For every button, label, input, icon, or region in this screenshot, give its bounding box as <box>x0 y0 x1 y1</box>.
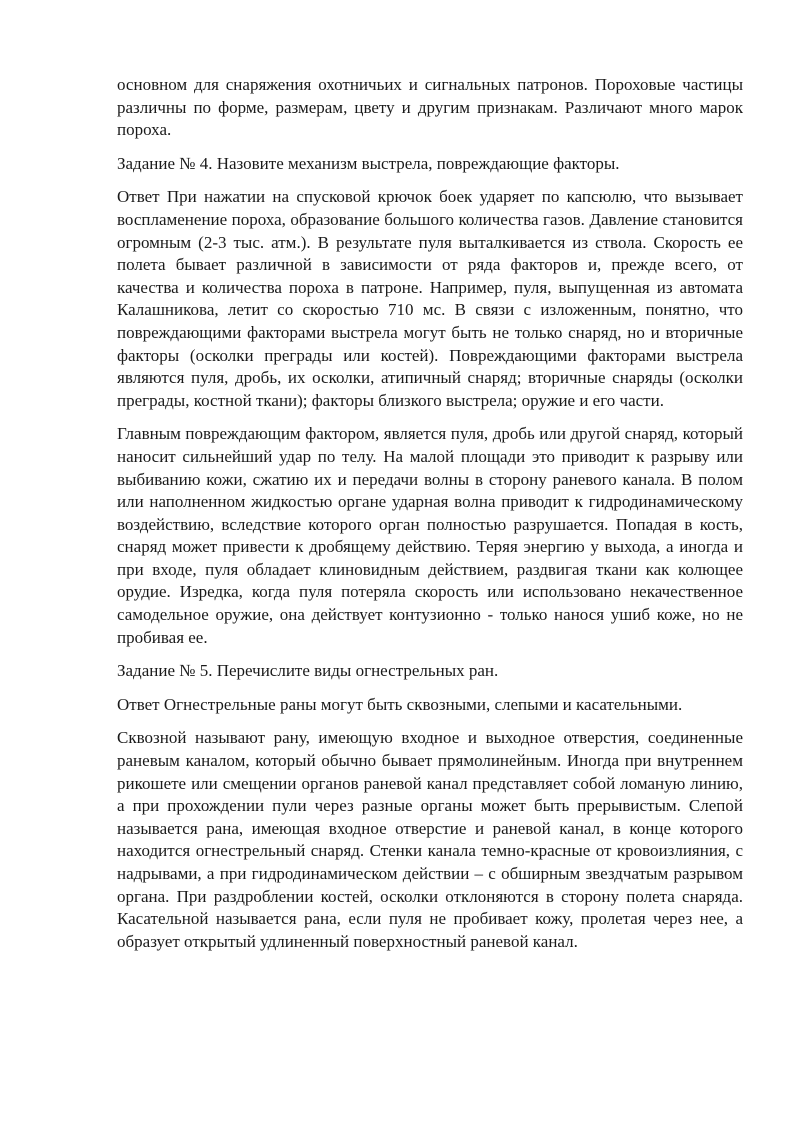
answer-4-paragraph: Ответ При нажатии на спусковой крючок боек ударяет по капсюлю, что вызывает воспламенение пороха, образование большого количества газов. Давление становится огромным (2-3 тыс. атм.). В результате пуля выталкивается из ствола. Скорость ее полета бывает различной в зависимости от ряда факторов и, прежде всего, от качества и количества пороха в патроне. Например, пуля, выпущенная из автомата Калашникова, летит со скоростью 710 мс. В связи с изложенным, понятно, что повреждающими факторами выстрела могут быть не только снаряд, но и вторичные факторы (осколки преграды или костей). Повреждающими факторами выстрела являются пуля, дробь, их осколки, атипичный снаряд; вторичные снаряды (осколки преграды, костной ткани); факторы близкого выстрела; оружие и его части. <box>117 187 743 410</box>
task-5-heading: Задание № 5. Перечислите виды огнестрельных ран. <box>117 661 499 681</box>
document-page <box>117 74 743 964</box>
paragraph-gunpowder-continuation: основном для снаряжения охотничьих и сигнальных патронов. Пороховые частицы различны по форме, размерам, цвету и другим признакам. Различают много марок пороха. <box>117 75 743 140</box>
wound-types-paragraph: Сквозной называют рану, имеющую входное и выходное отверстия, соединенные раневым каналом, который обычно бывает прямолинейным. Иногда при внутреннем рикошете или смещении органов раневой канал представляет собой ломаную линию, а при прохождении пули через разные органы может быть прерывистым. Слепой называется рана, имеющая входное отверстие и раневой канал, в конце которого находится огнестрельный снаряд. Стенки канала темно-красные от кровоизлияния, с надрывами, а при гидродинамическом действии – с обширным звездчатым разрывом органа. При раздроблении костей, осколки отклоняются в сторону полета снаряда. Касательной называется рана, если пуля не пробивает кожу, пролетая через нее, а образует открытый удлиненный поверхностный раневой канал. <box>117 728 743 951</box>
answer-5-paragraph: Ответ Огнестрельные раны могут быть сквозными, слепыми и касательными. <box>117 694 683 714</box>
task-4-heading: Задание № 4. Назовите механизм выстрела, повреждающие факторы. <box>117 153 620 173</box>
main-damaging-factor-paragraph: Главным повреждающим фактором, является пуля, дробь или другой снаряд, который наносит сильнейший удар по телу. На малой площади это приводит к разрыву или выбиванию кожи, сжатию их и передачи волны в сторону раневого канала. В полом или наполненном жидкостью органе ударная волна приводит к гидродинамическому воздействию, вследствие которого орган полностью разрушается. Попадая в кость, снаряд может привести к дробящему действию. Теряя энергию у выхода, а иногда и при входе, пуля обладает клиновидным действием, раздвигая ткани как колющее орудие. Изредка, когда пуля потеряла скорость или использовано некачественное самодельное оружие, она действует контузионно - только нанося ушиб коже, но не пробивая ее. <box>117 424 743 647</box>
